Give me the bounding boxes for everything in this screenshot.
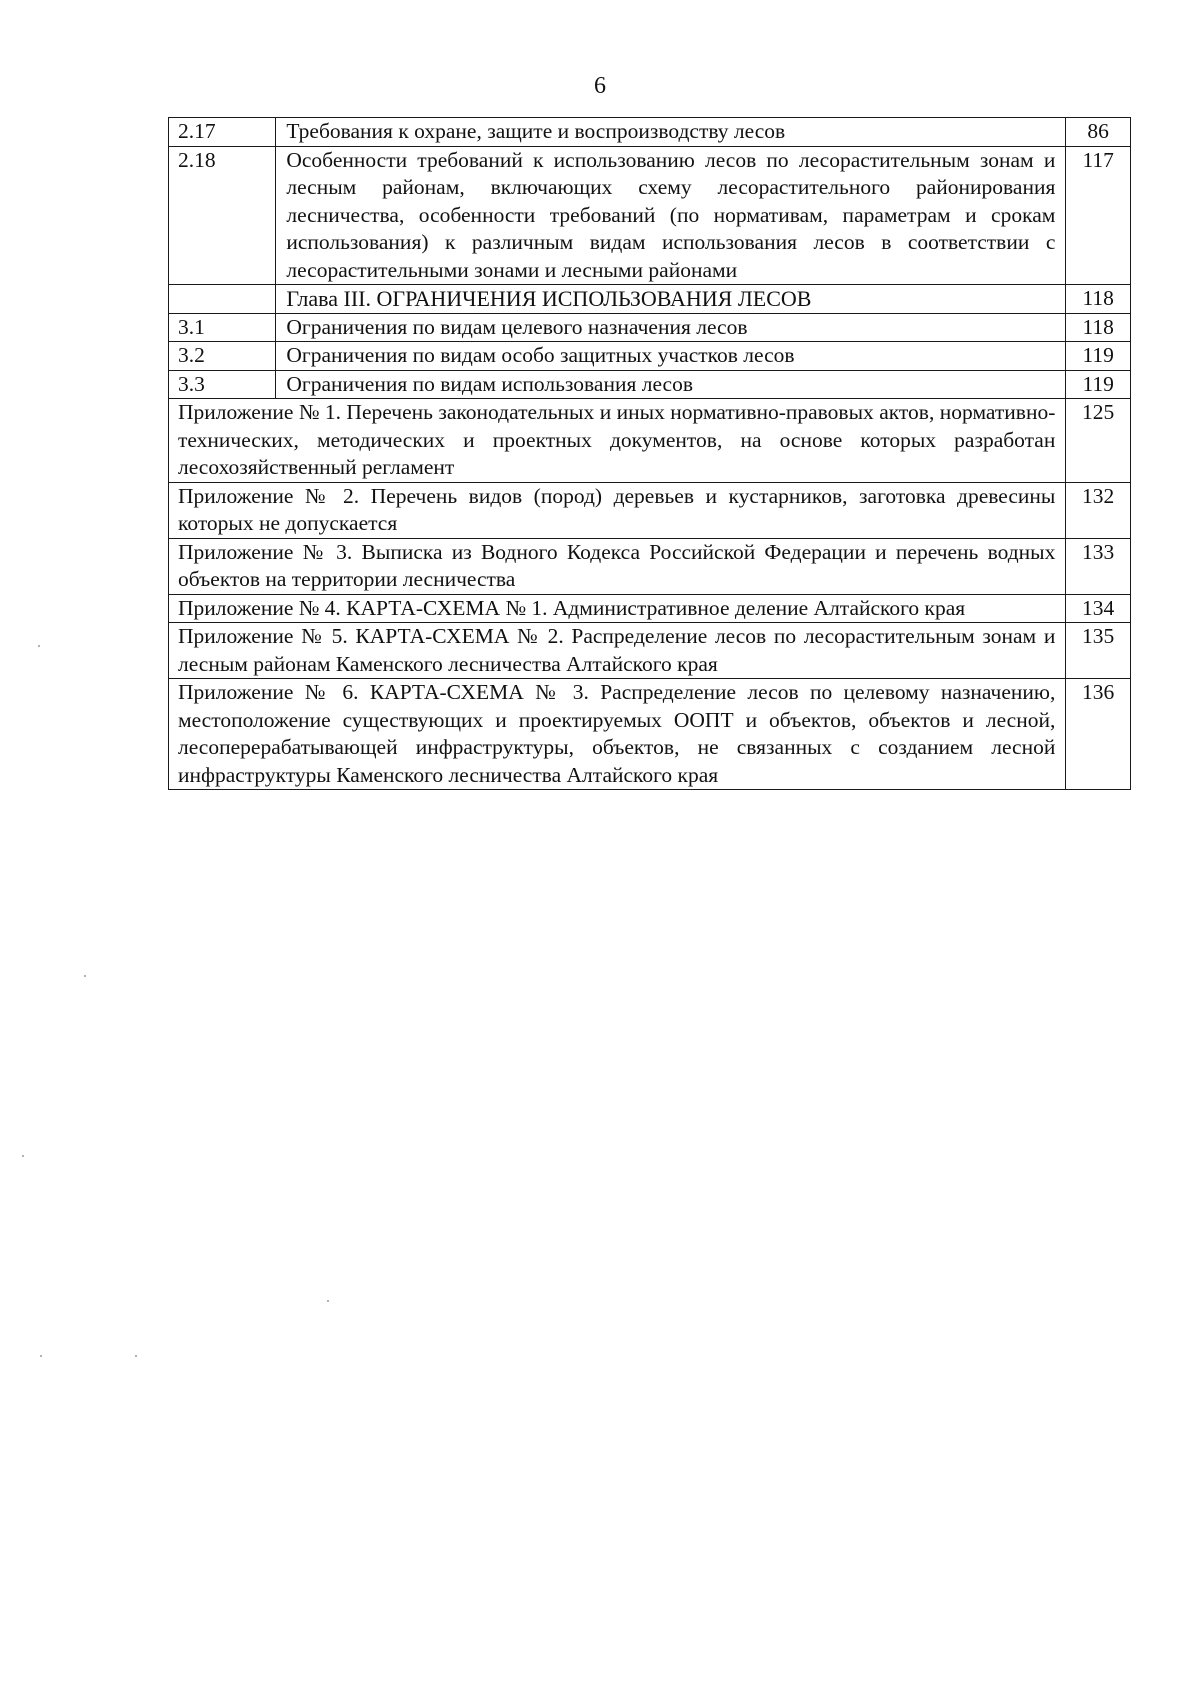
toc-row-appendix-5 bbox=[169, 623, 1131, 679]
toc-row-appendix-1 bbox=[169, 399, 1131, 483]
toc-section-number: 3.3 bbox=[169, 370, 276, 399]
toc-row-appendix-2 bbox=[169, 482, 1131, 538]
toc-page-number: 118 bbox=[1066, 313, 1131, 342]
scan-speck bbox=[38, 645, 40, 647]
toc-row-3-3 bbox=[169, 370, 1131, 399]
toc-appendix-title: Приложение № 2. Перечень видов (пород) деревьев и кустарников, заготовка древесины которых не допускается bbox=[169, 482, 1066, 538]
toc-page-number: 117 bbox=[1066, 146, 1131, 285]
toc-chapter-title: Глава III. ОГРАНИЧЕНИЯ ИСПОЛЬЗОВАНИЯ ЛЕСОВ bbox=[276, 285, 1066, 314]
scan-speck bbox=[327, 1300, 329, 1302]
toc-section-title: Требования к охране, защите и воспроизводству лесов bbox=[276, 118, 1066, 147]
toc-section-title: Ограничения по видам целевого назначения лесов bbox=[276, 313, 1066, 342]
toc-page-number: 119 bbox=[1066, 342, 1131, 371]
toc-appendix-title: Приложение № 1. Перечень законодательных и иных нормативно-правовых актов, нормативно-технических, методических и проектных документов, на основе которых разработан лесохозяйственный регламент bbox=[169, 399, 1066, 483]
toc-page-number: 86 bbox=[1066, 118, 1131, 147]
toc-row-3-2 bbox=[169, 342, 1131, 371]
toc-page-number: 136 bbox=[1066, 679, 1131, 790]
toc-page-number: 134 bbox=[1066, 594, 1131, 623]
toc-row-appendix-3 bbox=[169, 538, 1131, 594]
toc-row-chapter-3 bbox=[169, 285, 1131, 314]
toc-row-2-18 bbox=[169, 146, 1131, 285]
toc-row-appendix-4 bbox=[169, 594, 1131, 623]
scan-speck bbox=[135, 1355, 137, 1357]
toc-section-number: 2.18 bbox=[169, 146, 276, 285]
toc-page-number: 118 bbox=[1066, 285, 1131, 314]
toc-page-number: 135 bbox=[1066, 623, 1131, 679]
toc-appendix-title: Приложение № 3. Выписка из Водного Кодекса Российской Федерации и перечень водных объектов на территории лесничества bbox=[169, 538, 1066, 594]
toc-appendix-title: Приложение № 5. КАРТА-СХЕМА № 2. Распределение лесов по лесорастительным зонам и лесным районам Каменского лесничества Алтайского края bbox=[169, 623, 1066, 679]
toc-appendix-title: Приложение № 4. КАРТА-СХЕМА № 1. Административное деление Алтайского края bbox=[169, 594, 1066, 623]
toc-section-number: 3.1 bbox=[169, 313, 276, 342]
toc-section-title: Ограничения по видам использования лесов bbox=[276, 370, 1066, 399]
toc-page-number: 125 bbox=[1066, 399, 1131, 483]
toc-page-number: 119 bbox=[1066, 370, 1131, 399]
toc-page-number: 133 bbox=[1066, 538, 1131, 594]
toc-row-3-1 bbox=[169, 313, 1131, 342]
table-of-contents bbox=[168, 117, 1131, 790]
scan-speck bbox=[22, 1155, 24, 1157]
toc-row-appendix-6 bbox=[169, 679, 1131, 790]
scan-speck bbox=[40, 1355, 42, 1357]
toc-section-number bbox=[169, 285, 276, 314]
scan-speck bbox=[84, 975, 86, 977]
toc-section-number: 3.2 bbox=[169, 342, 276, 371]
toc-appendix-title: Приложение № 6. КАРТА-СХЕМА № 3. Распределение лесов по целевому назначению, местоположение существующих и проектируемых ООПТ и объектов, объектов и лесной, лесоперерабатывающей инфраструктуры, объектов, не связанных с созданием лесной инфраструктуры Каменского лесничества Алтайского края bbox=[169, 679, 1066, 790]
toc-section-title: Ограничения по видам особо защитных участков лесов bbox=[276, 342, 1066, 371]
toc-section-number: 2.17 bbox=[169, 118, 276, 147]
toc-page-number: 132 bbox=[1066, 482, 1131, 538]
page-number: 6 bbox=[594, 73, 606, 99]
toc-section-title: Особенности требований к использованию лесов по лесорастительным зонам и лесным районам, включающих схему лесорастительного районирования лесничества, особенности требований (по нормативам, параметрам и срокам использования) к различным видам использования лесов в соответствии с лесорастительными зонами и лесными районами bbox=[276, 146, 1066, 285]
toc-row-2-17 bbox=[169, 118, 1131, 147]
